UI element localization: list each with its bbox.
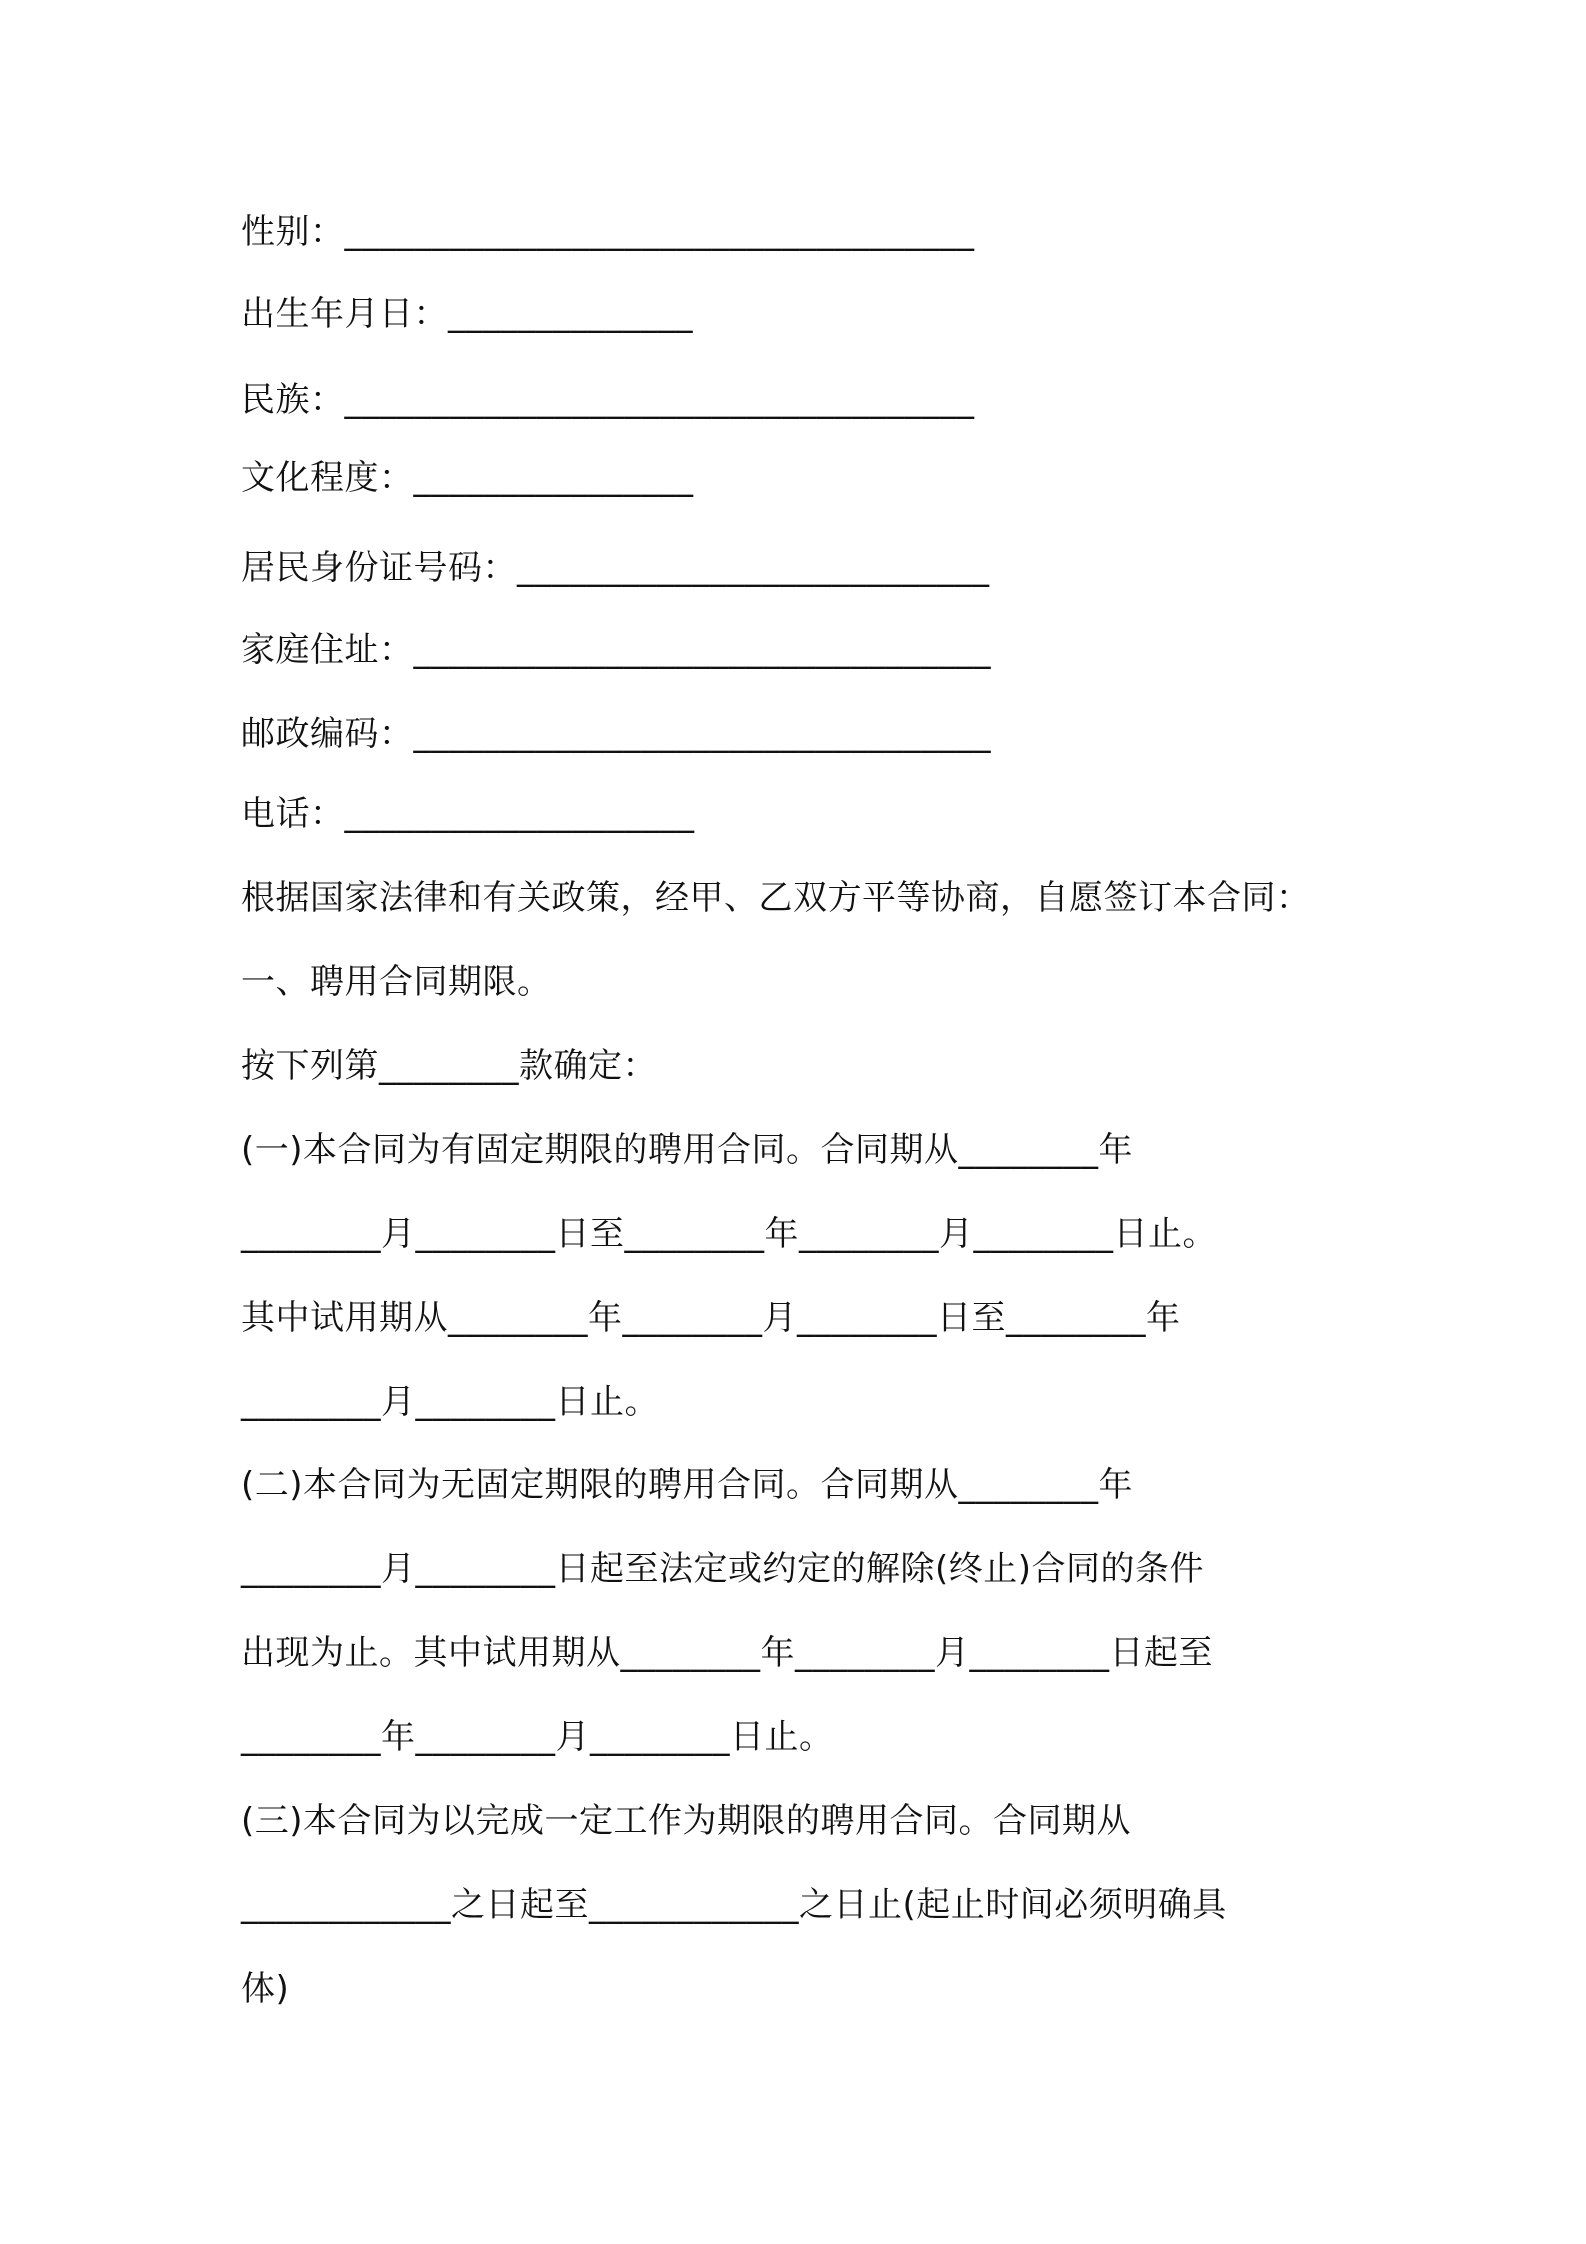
term-selection-line: 按下列第________款确定：	[241, 1046, 657, 1086]
clause-1-line-3: 其中试用期从________年________月________日至________年	[241, 1298, 1181, 1338]
clause-3-line-3: 体)	[241, 1969, 290, 2009]
clause-1-line-4: ________月________日止。	[241, 1382, 659, 1422]
clause-3-line-1: (三)本合同为以完成一定工作为期限的聘用合同。合同期从	[241, 1801, 1132, 1841]
field-home-address: 家庭住址：_________________________________	[241, 630, 991, 670]
field-gender: 性别：____________________________________	[241, 212, 975, 252]
clause-1-line-1: (一)本合同为有固定期限的聘用合同。合同期从________年	[241, 1130, 1134, 1170]
clause-3-line-2: ____________之日起至____________之日止(起止时间必须明确具	[241, 1885, 1227, 1925]
clause-2-line-4: ________年________月________日止。	[241, 1717, 834, 1757]
field-birth-date: 出生年月日：______________	[241, 294, 693, 334]
field-education: 文化程度：________________	[241, 458, 694, 498]
intro-paragraph: 根据国家法律和有关政策，经甲、乙双方平等协商，自愿签订本合同：	[241, 878, 1311, 918]
clause-2-line-1: (二)本合同为无固定期限的聘用合同。合同期从________年	[241, 1465, 1134, 1505]
field-postal-code: 邮政编码：_________________________________	[241, 714, 991, 754]
field-id-number: 居民身份证号码：___________________________	[241, 548, 990, 588]
clause-2-line-3: 出现为止。其中试用期从________年________月________日起至	[241, 1633, 1213, 1673]
section-heading-term: 一、聘用合同期限。	[241, 962, 552, 1002]
field-ethnicity: 民族：____________________________________	[241, 380, 975, 420]
clause-1-line-2: ________月________日至________年________月________日止。	[241, 1214, 1217, 1254]
clause-2-line-2: ________月________日起至法定或约定的解除(终止)合同的条件	[241, 1549, 1205, 1589]
field-phone: 电话：____________________	[241, 794, 695, 834]
